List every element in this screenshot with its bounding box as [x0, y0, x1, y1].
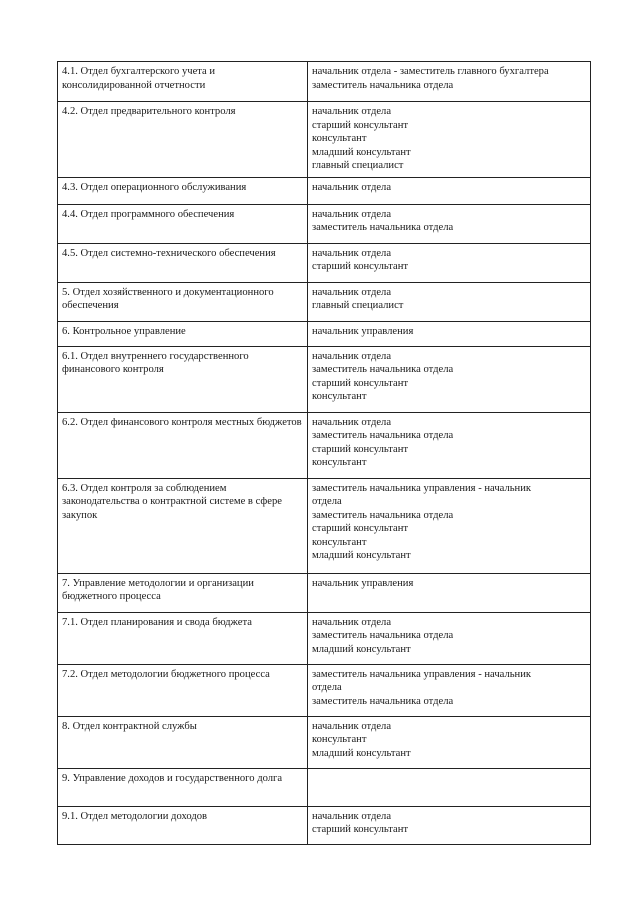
department-cell: 4.4. Отдел программного обеспечения — [58, 204, 308, 243]
position-line: начальник отдела — [312, 286, 392, 298]
table-row — [58, 321, 591, 346]
department-cell: 4.2. Отдел предварительного контроля — [58, 102, 308, 178]
positions-cell — [308, 664, 591, 716]
table-row — [58, 62, 591, 102]
position-line: начальник отдела — [312, 350, 392, 362]
position-line: младший консультант — [312, 747, 411, 759]
department-cell: 7.1. Отдел планирования и свода бюджета — [58, 612, 308, 664]
department-cell: 5. Отдел хозяйственного и документационного обеспечения — [58, 282, 308, 321]
position-line: консультант — [312, 734, 367, 745]
positions-cell — [308, 806, 591, 844]
position-line: консультант — [312, 391, 367, 402]
positions-cell — [308, 102, 591, 178]
table-row — [58, 346, 591, 412]
position-line: заместитель начальника управления - начальник — [312, 482, 532, 494]
position-line: начальник управления — [312, 577, 414, 589]
department-cell: 9.1. Отдел методологии доходов — [58, 806, 308, 844]
table-row — [58, 768, 591, 806]
position-line: начальник отдела - заместитель главного бухгалтера — [312, 66, 549, 77]
table-row — [58, 282, 591, 321]
position-line: старший консультант — [312, 824, 409, 835]
positions-cell — [308, 177, 591, 204]
table-row — [58, 573, 591, 612]
position-line: заместитель начальника отдела — [312, 364, 454, 375]
department-cell: 4.3. Отдел операционного обслуживания — [58, 177, 308, 204]
table-row — [58, 412, 591, 478]
position-line: отдела — [312, 682, 342, 693]
positions-cell — [308, 612, 591, 664]
position-line: начальник отдела — [312, 106, 392, 117]
table-row — [58, 177, 591, 204]
position-line: старший консультант — [312, 377, 409, 389]
department-cell: 4.5. Отдел системно-технического обеспечения — [58, 243, 308, 282]
positions-cell — [308, 478, 591, 573]
position-line: старший консультант — [312, 119, 409, 131]
table-row — [58, 204, 591, 243]
department-cell: 4.1. Отдел бухгалтерского учета и консолидированной отчетности — [58, 62, 308, 102]
positions-cell — [308, 62, 591, 102]
position-line: главный специалист — [312, 300, 404, 311]
department-cell: 8. Отдел контрактной службы — [58, 716, 308, 768]
positions-cell — [308, 768, 591, 806]
table-row — [58, 716, 591, 768]
department-cell: 9. Управление доходов и государственного долга — [58, 768, 308, 806]
position-line: начальник отдела — [312, 416, 392, 428]
position-line: младший консультант — [312, 550, 411, 561]
position-line: старший консультант — [312, 523, 409, 534]
department-cell: 6.3. Отдел контроля за соблюдением законодательства о контрактной системе в сфере закупок — [58, 478, 308, 573]
position-line: старший консультант — [312, 261, 409, 272]
position-line: консультант — [312, 133, 367, 144]
department-cell: 7.2. Отдел методологии бюджетного процесса — [58, 664, 308, 716]
position-line: заместитель начальника отдела — [312, 222, 454, 233]
position-line: начальник отдела — [312, 810, 392, 822]
position-line: заместитель начальника отдела — [312, 509, 454, 521]
position-line: начальник отдела — [312, 616, 392, 628]
position-line: заместитель начальника отдела — [312, 630, 454, 641]
staff-positions-table — [57, 61, 591, 845]
positions-cell — [308, 243, 591, 282]
position-line: отдела — [312, 496, 342, 507]
position-line: младший консультант — [312, 146, 411, 158]
position-line: младший консультант — [312, 643, 411, 655]
positions-cell — [308, 716, 591, 768]
table-body — [58, 62, 591, 845]
position-line: заместитель начальника отдела — [312, 430, 454, 441]
position-line: начальник отдела — [312, 208, 392, 220]
department-cell: 6.2. Отдел финансового контроля местных бюджетов — [58, 412, 308, 478]
positions-cell — [308, 346, 591, 412]
position-line: заместитель начальника отдела — [312, 79, 454, 91]
positions-cell — [308, 412, 591, 478]
position-line: главный специалист — [312, 160, 404, 171]
department-cell: 6. Контрольное управление — [58, 321, 308, 346]
positions-cell — [308, 321, 591, 346]
table-row — [58, 806, 591, 844]
position-line: консультант — [312, 457, 367, 468]
table-row — [58, 478, 591, 573]
position-line: консультант — [312, 536, 367, 548]
positions-cell — [308, 204, 591, 243]
position-line: начальник отдела — [312, 720, 392, 732]
table-row — [58, 612, 591, 664]
position-line: начальник отдела — [312, 247, 392, 259]
department-cell: 6.1. Отдел внутреннего государственного финансового контроля — [58, 346, 308, 412]
position-line: начальник управления — [312, 325, 414, 337]
position-line: заместитель начальника управления - начальник — [312, 668, 532, 680]
positions-cell — [308, 282, 591, 321]
position-line: заместитель начальника отдела — [312, 695, 454, 707]
table-row — [58, 664, 591, 716]
position-line: старший консультант — [312, 443, 409, 455]
positions-cell — [308, 573, 591, 612]
table-row — [58, 102, 591, 178]
table-row — [58, 243, 591, 282]
department-cell: 7. Управление методологии и организации бюджетного процесса — [58, 573, 308, 612]
position-line: начальник отдела — [312, 181, 392, 193]
